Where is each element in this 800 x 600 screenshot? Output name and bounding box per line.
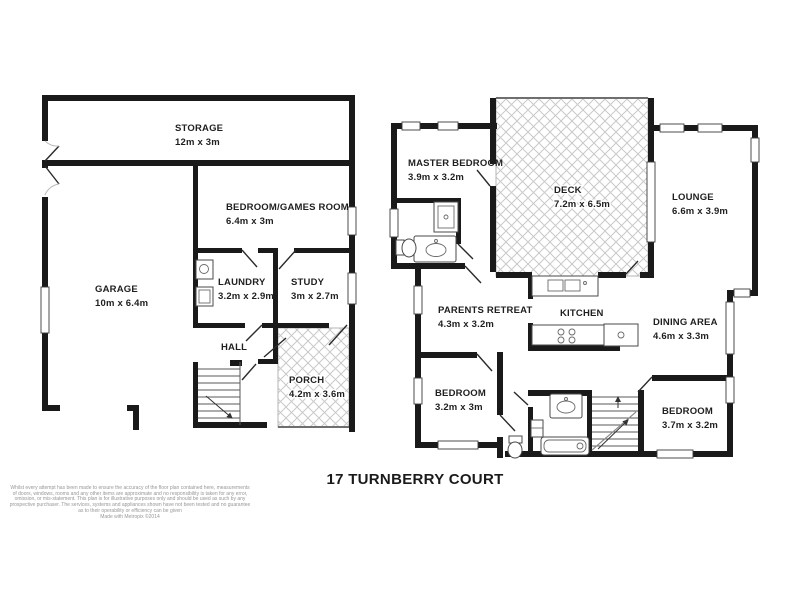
room-label-laundry: LAUNDRY [218, 277, 266, 288]
room-dims-bedroom-mid: 3.2m x 3m [435, 402, 483, 413]
room-dims-garage: 10m x 6.4m [95, 298, 149, 309]
room-label-hall: HALL [221, 342, 248, 353]
room-label-kitchen: KITCHEN [560, 308, 604, 319]
room-label-garage: GARAGE [95, 284, 138, 295]
room-label-parents-retreat: PARENTS RETREAT [438, 305, 533, 316]
stairs-up-icon [592, 397, 638, 450]
room-dims-master-bedroom: 3.9m x 3.2m [408, 172, 465, 183]
ensuite-toilet-icon [396, 239, 416, 257]
room-label-master-bedroom: MASTER BEDROOM [408, 158, 504, 169]
stairs-down-icon [198, 362, 240, 425]
room-dims-study: 3m x 2.7m [291, 291, 339, 302]
room-label-storage: STORAGE [175, 123, 224, 134]
disclaimer-text [2, 486, 258, 520]
disclaimer-line: omission, or mis-statement. This plan is for illustrative purposes only and should be used as such by any [14, 496, 246, 503]
shower-icon [434, 202, 458, 232]
room-label-bedroom-games: BEDROOM/GAMES ROOM [226, 202, 349, 213]
ensuite-vanity-icon [414, 236, 456, 262]
wc-toilet-icon [508, 436, 522, 458]
disclaimer-line: of doors, windows, rooms and any other items are approximate and no responsibility is taken for any error, [12, 490, 248, 497]
room-label-dining-area: DINING AREA [653, 317, 718, 328]
room-dims-bedroom-games: 6.4m x 3m [226, 216, 274, 227]
room-dims-dining-area: 4.6m x 3.3m [653, 331, 710, 342]
kitchen-appliance-icon [604, 324, 638, 346]
room-label-lounge: LOUNGE [672, 192, 714, 203]
disclaimer-line: as to their operability or efficiency can be given [78, 507, 182, 514]
room-label-deck: DECK [554, 185, 582, 196]
room-label-bedroom-right: BEDROOM [662, 406, 714, 417]
disclaimer-line: Whilst every attempt has been made to ensure the accuracy of the floor plan contained here, measurements [10, 485, 250, 491]
room-label-study: STUDY [291, 277, 325, 288]
bathroom-cabinet-icon [531, 420, 543, 437]
laundry-tub-icon [196, 260, 213, 279]
room-dims-laundry: 3.2m x 2.9m [218, 291, 275, 302]
room-dims-deck: 7.2m x 6.5m [554, 199, 611, 210]
room-dims-parents-retreat: 4.3m x 3.2m [438, 319, 495, 330]
cooktop-bench-icon [532, 325, 616, 345]
washing-machine-icon [196, 287, 213, 306]
plan-title: 17 TURNBERRY COURT [326, 471, 504, 488]
bathroom-vanity-icon [550, 394, 582, 418]
first-floor-plan [390, 98, 759, 458]
disclaimer-line: prospective purchaser. The services, systems and appliances shown have not been tested and no guarantee [9, 502, 251, 509]
kitchen-sink-bench-icon [532, 276, 598, 296]
bathtub-icon [541, 437, 589, 455]
room-dims-storage: 12m x 3m [175, 137, 220, 148]
room-dims-lounge: 6.6m x 3.9m [672, 206, 729, 217]
room-label-porch: PORCH [289, 375, 325, 386]
disclaimer-credit: Made with Metropix ©2014 [100, 513, 160, 520]
room-dims-porch: 4.2m x 3.6m [289, 389, 346, 400]
ground-floor-plan [41, 95, 356, 432]
room-label-bedroom-mid: BEDROOM [435, 388, 487, 399]
room-dims-bedroom-right: 3.7m x 3.2m [662, 420, 719, 431]
